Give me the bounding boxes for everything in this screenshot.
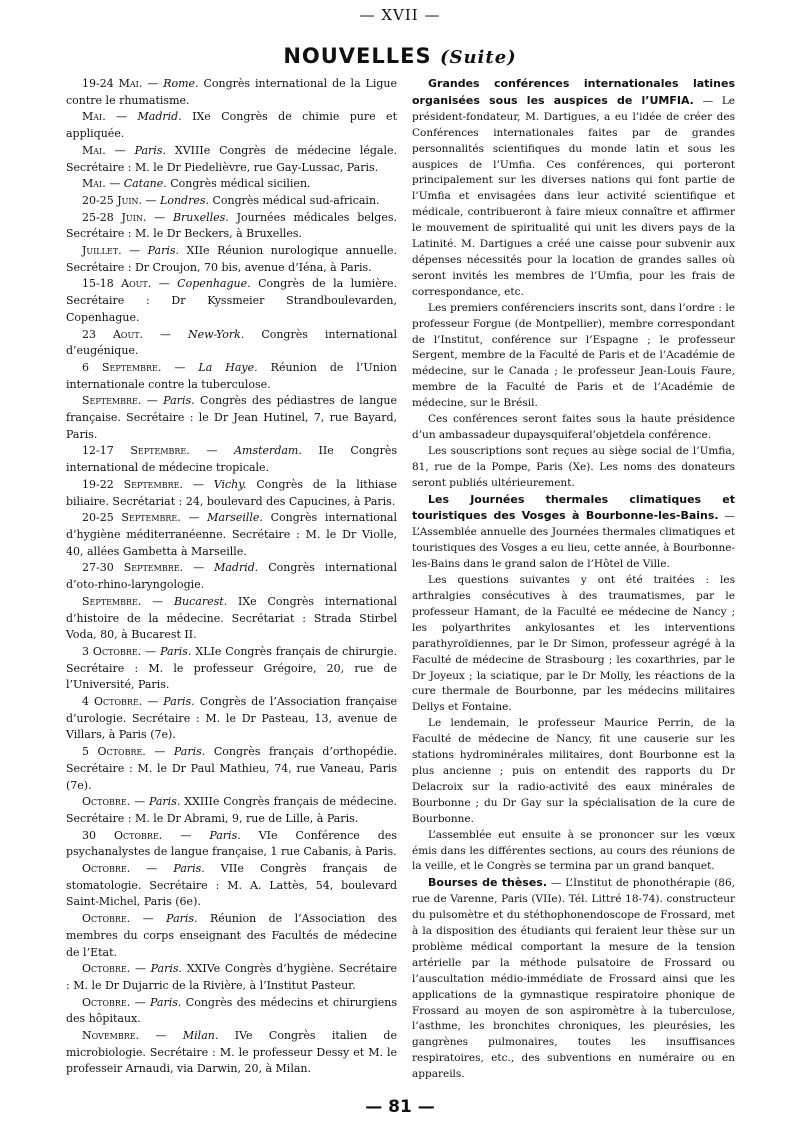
news-paragraph (412, 492, 735, 574)
entry-date: 27-30 Septembre. (82, 561, 184, 575)
entry-city: Londres. (160, 193, 209, 207)
entry-date: 19-22 Septembre. (82, 477, 183, 491)
congress-entry: Octobre. — Paris. Congrès des médecins et chirurgiens des hôpitaux. (66, 995, 397, 1026)
entry-text: Réunion de l’Union internationale contre la tuberculose. (66, 360, 398, 391)
congress-entry: 30 Octobre. — Paris. VIe Conférence des psychanalystes de langue française, 1 rue Cabanis, à Paris. (66, 828, 397, 859)
entry-text: Congrès des pédiastres de langue française. Secrétaire : le Dr Jean Hutinel, 7, rue Bayard, Paris. (66, 394, 397, 441)
entry-city: Marseille. (207, 511, 263, 525)
entry-city: Paris. (134, 143, 166, 157)
entry-city: Amsterdam. (234, 444, 302, 458)
entry-text: Congrès médical sud-africain. (212, 193, 380, 207)
entry-text: Congrès des médecins et chirurgiens des hôpitaux. (66, 995, 397, 1026)
entry-city: Paris. (150, 995, 182, 1009)
news-heading: Bourses de thèses. (428, 876, 548, 890)
congress-entry: 20-25 Juin. — Londres. Congrès médical sud-africain. (82, 193, 380, 207)
congress-entry: Octobre. — Paris. XXIVe Congrès d’hygiène. Secrétaire : M. le Dr Dujarric de la Rivière, à l’Institut Pasteur. (66, 962, 398, 992)
news-paragraph (412, 875, 735, 1083)
entry-text: Réunion de l’Association des membres du corps enseignant des Facultés de médecine de l’Etat. (66, 912, 397, 959)
congress-entry: 6 Septembre. — La Haye. Réunion de l’Union internationale contre la tuberculose. (66, 360, 398, 391)
entry-city: Paris. (166, 912, 198, 926)
entry-city: Vichy. (213, 477, 247, 491)
title-suite: (Suite) (439, 47, 517, 68)
entry-text: IXe Congrès de chimie pure et appliquée. (66, 110, 397, 141)
news-text: — L’Institut de phonothérapie (86, rue de Varenne, Paris (VIIe). Tél. Littré 18-74). constructeur du pulsomètre et du stéthophonendoscope de Frossard, met à la disposition des étudiants qui feraient leur thèse sur un problème médical comportant la mesure de la tension artérielle par la méthode pulsatoire de Frossard ou l’auscultation médio-immédiate de Frossard ainsi que les applications de la gymnastique respiratoire phonique de Frossard au moyen de son aspiromètre à la tuberculose, l’asthme, les bronchites chroniques, les pleurésies, les gangrènes pulmonaires, toutes les insuffisances respiratoires, etc., des subventions en numéraire ou en appareils. (412, 877, 736, 1081)
entry-date: 30 Octobre. (82, 828, 163, 842)
entry-date: 6 Septembre. (82, 360, 162, 374)
entry-text: XLIe Congrès français de chirurgie. Secrétaire : M. le professeur Grégoire, 20, rue de l’Université, Paris. (66, 644, 397, 692)
entry-text: Congrès médical sicilien. (170, 177, 311, 191)
congress-entry: 19-22 Septembre. — Vichy. Congrès de la lithiase biliaire. Secrétariat : 24, boulevard des Capucines, à Paris. (66, 477, 398, 508)
roman-page-number: — XVII — (359, 6, 441, 24)
entry-date: Octobre. (82, 995, 131, 1009)
entry-city: Rome. (163, 77, 199, 90)
news-text: Ces conférences seront faites sous la haute présidence d’un ambassadeur dupaysquiferal’objetdela conférence. (412, 413, 735, 441)
entry-date: Juillet. (82, 244, 122, 258)
congress-entry: 25-28 Juin. — Bruxelles. Journées médicales belges. Secrétaire : M. le Dr Beckers, à Bruxelles. (66, 210, 397, 241)
entry-city: Paris. (147, 244, 180, 258)
congress-entry: Mai. — Madrid. IXe Congrès de chimie pure et appliquée. (66, 110, 397, 141)
entry-date: 23 Aout. (82, 327, 144, 341)
entry-text: Congrès international d’hygiène méditerranéenne. Secrétaire : M. le Dr Violle, 40, allées Gambetta à Marseille. (66, 511, 398, 558)
entry-text: Congrès international d’eugénique. (66, 327, 397, 358)
entry-date: 4 Octobre. (82, 695, 143, 709)
news-paragraph (412, 573, 735, 716)
entry-date: Octobre. (82, 962, 131, 976)
entry-city: Catane. (123, 177, 167, 191)
entry-city: Paris. (209, 828, 241, 842)
entry-date: Mai. (82, 143, 106, 157)
entry-text: Congrès international d’oto-rhino-laryngologie. (66, 561, 397, 592)
entry-text: Congrès international de la Ligue contre le rhumatisme. (66, 77, 398, 107)
news-text: — Le président-fondateur, M. Dartigues, a eu l’idée de créer des Conférences internationales faites par de grandes personnalités scientifiques du monde latin et sous les auspices de l’Umfia. Ces conférences, qui porteront principalement sur les diverses nations qui font partie de l’Umfia et envisagées dans leur activité scientifique et médicale, contribueront à faire mieux connaître et affirmer le mouvement de spiritualité qui unit les divers pays de la Latinité. M. Dartigues a créé une caisse pour subvenir aux dépenses nécessités pour la location de grandes salles où seront invités les membres de l’Umfia, pour les frais de correspondance, etc. (412, 94, 735, 298)
news-text: L’assemblée eut ensuite à se prononcer sur les vœux émis dans les différentes sections, au cours des réunions de la veille, et le Congrès se termina par un grand banquet. (412, 828, 735, 873)
entry-date: 15-18 Aout. (82, 277, 152, 291)
entry-city: New-York. (187, 327, 245, 341)
entry-date: Septembre. (82, 394, 142, 408)
news-paragraph (412, 716, 735, 827)
congress-entry: 12-17 Septembre. — Amsterdam. IIe Congrès international de médecine tropicale. (66, 444, 397, 475)
entry-text: XXIVe Congrès d’hygiène. Secrétaire : M. le Dr Dujarric de la Rivière, à l’Institut Pasteur. (66, 962, 398, 992)
entry-date: Mai. (82, 177, 106, 191)
entry-text: Congrès de la lithiase biliaire. Secrétariat : 24, boulevard des Capucines, à Paris. (66, 477, 398, 508)
congress-entry: Mai. — Catane. Congrès médical sicilien. (82, 177, 311, 191)
entry-city: Paris. (148, 795, 181, 809)
news-paragraph (412, 412, 735, 444)
congress-entry: 19-24 Mai. — Rome. Congrès international de la Ligue contre le rhumatisme. (66, 77, 398, 107)
congress-entry: 15-18 Aout. — Copenhague. Congrès de la lumière. Secrétaire : Dr Kyssmeier Strandboulevarden, Copenhague. (66, 277, 397, 324)
entry-date: Octobre. (82, 912, 131, 926)
congress-entry: Septembre. — Bucarest. IXe Congrès international d’histoire de la médecine. Secrétariat : Strada Stirbel Voda, 80, à Bucarest II. (66, 594, 397, 642)
news-text: — L’Assemblée annuelle des Journées thermales climatiques et touristiques des Vosges a eu lieu, cette année, à Bourbonne-les-Bains dans le grand salon de l’Hôtel de Ville. (412, 510, 735, 571)
congress-entry: Mai. — Paris. XVIIIe Congrès de médecine légale. Secrétaire : M. le Dr Piedelièvre, rue Gay-Lussac, Paris. (66, 143, 397, 174)
news-text: Le lendemain, le professeur Maurice Perrin, de la Faculté de médecine de Nancy, fit une causerie sur les stations hydrominérales militaires, dont Bourbonne est la plus ancienne ; puis on entendit des rapports du Dr Delacroix sur la radio-activité des eaux minérales de Bourbonne ; du Dr Gay sur la spécialisation de la cure de Bourbonne. (412, 717, 735, 825)
congress-entry: 27-30 Septembre. — Madrid. Congrès international d’oto-rhino-laryngologie. (66, 561, 397, 592)
entry-text: Congrès de la lumière. Secrétaire : Dr Kyssmeier Strandboulevarden, Copenhague. (66, 277, 397, 324)
entry-text: XIIe Réunion nurologique annuelle. Secrétaire : Dr Croujon, 70 bis, avenue d’Iéna, à Paris. (66, 244, 398, 274)
entry-city: Paris. (173, 862, 205, 876)
news-paragraph (412, 76, 735, 301)
entry-date: 3 Octobre. (82, 644, 142, 658)
entry-city: Madrid. (137, 110, 182, 124)
congress-entry: Octobre. — Paris. XXIIIe Congrès français de médecine. Secrétaire : M. le Dr Abrami, 9, rue de Lille, à Paris. (66, 795, 397, 825)
congress-entry: 5 Octobre. — Paris. Congrès français d’orthopédie. Secrétaire : M. le Dr Paul Mathieu, 74, rue Vaneau, Paris (7e). (66, 745, 397, 792)
entry-text: Congrès de l’Association française d’urologie. Secrétaire : M. le Dr Pasteau, 13, avenue de Villars, à Paris (7e). (66, 695, 397, 742)
congress-entry: 20-25 Septembre. — Marseille. Congrès international d’hygiène méditerranéenne. Secrétaire : M. le Dr Violle, 40, allées Gambetta à Marseille. (66, 511, 398, 558)
congress-entry: Novembre. — Milan. IVe Congrès italien de microbiologie. Secrétaire : M. le professeur Dessy et M. le professeir Arnaudi, via Darwin, 20, à Milan. (66, 1029, 397, 1076)
entry-text: VIe Conférence des psychanalystes de langue française, 1 rue Cabanis, à Paris. (66, 828, 397, 859)
entry-text: IIe Congrès international de médecine tropicale. (66, 444, 397, 475)
congress-entry: Septembre. — Paris. Congrès des pédiastres de langue française. Secrétaire : le Dr Jean Hutinel, 7, rue Bayard, Paris. (66, 394, 397, 441)
news-paragraph (412, 301, 735, 412)
entry-date: 20-25 Septembre. (82, 511, 181, 525)
page-title (0, 44, 800, 68)
entry-city: Paris. (150, 962, 183, 976)
entry-city: Paris. (173, 745, 206, 759)
news-heading: Grandes conférences internationales latines organisées sous les auspices de l’UMFIA. (412, 77, 735, 107)
entry-text: VIIe Congrès français de stomatologie. Secrétaire : M. A. Lattès, 54, boulevard Saint-Michel, Paris (6e). (66, 862, 397, 909)
news-heading: Les Journées thermales climatiques et touristiques des Vosges à Bourbonne-les-Bains. (412, 492, 735, 523)
congress-entry: 23 Aout. — New-York. Congrès international d’eugénique. (66, 327, 397, 358)
entry-date: Novembre. (82, 1029, 140, 1043)
page-number: — 81 — (365, 1097, 435, 1117)
congress-entry: 3 Octobre. — Paris. XLIe Congrès français de chirurgie. Secrétaire : M. le professeur Grégoire, 20, rue de l’Université, Paris. (66, 644, 397, 692)
entry-text: XXIIIe Congrès français de médecine. Secrétaire : M. le Dr Abrami, 9, rue de Lille, à Paris. (66, 795, 397, 825)
congress-entry: Juillet. — Paris. XIIe Réunion nurologique annuelle. Secrétaire : Dr Croujon, 70 bis, avenue d’Iéna, à Paris. (66, 244, 398, 274)
entry-city: Bucarest. (173, 594, 228, 608)
entry-city: Milan. (182, 1029, 219, 1043)
entry-city: Madrid. (214, 561, 259, 575)
entry-text: Journées médicales belges. Secrétaire : M. le Dr Beckers, à Bruxelles. (66, 210, 397, 241)
news-text: Les premiers conférenciers inscrits sont, dans l’ordre : le professeur Forgue (de Montpellier), membre correspondant de l’Institut, conférence sur l’Espagne ; le professeur Sergent, membre de la Faculté de Paris et de l’Académie de médecine, sur le Canada ; le professeur Jean-Louis Faure, membre de la Faculté de Paris et de l’Académie de médecine, sur le Brésil. (412, 301, 735, 410)
entry-date: 19-24 Mai. (82, 77, 143, 90)
left-column (66, 76, 397, 1078)
right-column (412, 76, 735, 1083)
entry-date: 5 Octobre. (82, 745, 146, 759)
entry-date: Octobre. (82, 795, 131, 809)
congress-entry: Octobre. — Paris. VIIe Congrès français de stomatologie. Secrétaire : M. A. Lattès, 54, boulevard Saint-Michel, Paris (6e). (66, 862, 397, 909)
entry-city: Copenhague. (177, 277, 251, 291)
entry-city: La Haye. (198, 360, 258, 374)
entry-date: 20-25 Juin. (82, 193, 143, 207)
entry-text: IXe Congrès international d’histoire de la médecine. Secrétariat : Strada Stirbel Voda, 80, à Bucarest II. (66, 594, 397, 642)
news-paragraph (412, 828, 735, 876)
entry-date: Octobre. (82, 862, 131, 876)
congress-entry: Octobre. — Paris. Réunion de l’Association des membres du corps enseignant des Facultés de médecine de l’Etat. (66, 912, 397, 959)
news-text: Les questions suivantes y ont été traitées : les arthralgies consécutives à des traumatismes, par le professeur Hamant, de la Faculté ee médecine de Nancy ; les polyarthrites ankylosantes et les interventions parathyroïdiennes, par le Dr Simon, professeur agrégé à la Faculté de médecine de Strasbourg ; les coxarthries, par le Dr Joyeux ; la sciatique, par le Dr Molly, les réactions de la cure thermale de Bourbonne, par les médecins militaires Dellys et Fontaine. (412, 574, 735, 714)
entry-text: Congrès français d’orthopédie. Secrétaire : M. le Dr Paul Mathieu, 74, rue Vaneau, Paris (7e). (66, 745, 397, 792)
entry-city: Paris. (160, 644, 192, 658)
entry-city: Paris. (163, 695, 195, 709)
entry-text: IVe Congrès italien de microbiologie. Secrétaire : M. le professeur Dessy et M. le professeir Arnaudi, via Darwin, 20, à Milan. (66, 1029, 397, 1076)
entry-date: Mai. (82, 110, 106, 124)
entry-date: Septembre. (82, 594, 142, 608)
entry-city: Paris. (163, 394, 195, 408)
entry-city: Bruxelles. (172, 210, 229, 224)
entry-text: XVIIIe Congrès de médecine légale. Secrétaire : M. le Dr Piedelièvre, rue Gay-Lussac, Paris. (66, 143, 397, 174)
news-text: Les souscriptions sont reçues au siège social de l’Umfia, 81, rue de la Pompe, Paris (Xe). Les noms des donateurs seront publiés ultérieurement. (412, 444, 735, 489)
congress-entry: 4 Octobre. — Paris. Congrès de l’Association française d’urologie. Secrétaire : M. le Dr Pasteau, 13, avenue de Villars, à Paris (7e). (66, 695, 397, 742)
news-paragraph (412, 444, 735, 492)
entry-date: 12-17 Septembre. (82, 444, 190, 458)
title-main: NOUVELLES (283, 44, 432, 68)
entry-date: 25-28 Juin. (82, 210, 147, 224)
